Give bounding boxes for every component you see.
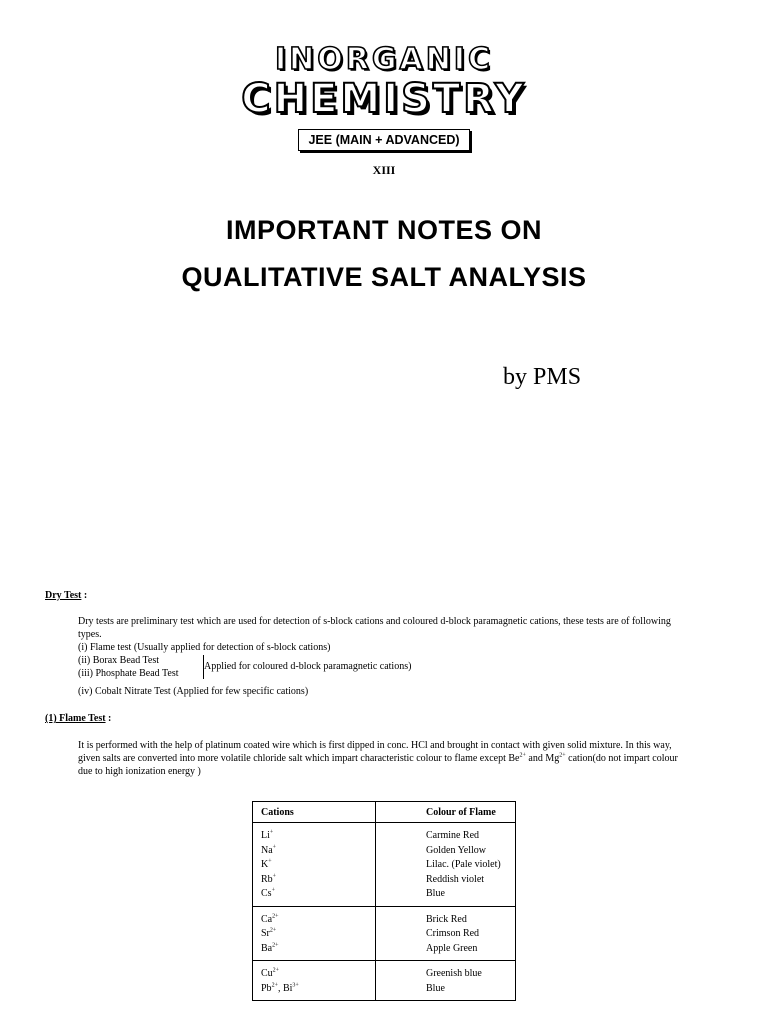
dry-test-intro-line-1: Dry tests are preliminary test which are used for detection of s-block cations and coloured d-block paramagnetic cations, these tests are of following [78, 616, 671, 627]
volume-number: XIII [372, 163, 396, 177]
flame-para-line-3: due to high ionization energy ) [78, 766, 201, 777]
cations-cell: $Cu^{2+}$ $Pb^{2+}$, $Bi^{3+}$ [253, 961, 376, 1001]
colour-cell: Carmine Red Golden Yellow Lilac. (Pale violet) Reddish violet Blue [376, 823, 516, 907]
brace-note: Applied for coloured d-block paramagnetic cations) [204, 661, 412, 672]
dry-test-intro [78, 615, 738, 641]
table-row-group-2 [253, 906, 516, 961]
dry-test-intro-line-2: types. [78, 629, 102, 640]
header-cations: Cations [253, 802, 376, 823]
table-header-row [253, 802, 516, 823]
table-row-group-1 [253, 823, 516, 907]
header-colour: Colour of Flame [376, 802, 516, 823]
flame-para-line-2: given salts are converted into more volatile chloride salt which impart characteristic colour to flame except $Be^{2+}$ and $Mg^{2+}$ cation(do not impart colour [78, 752, 678, 764]
dry-test-item-4: (iv) Cobalt Nitrate Test (Applied for few specific cations) [78, 686, 309, 697]
dry-test-heading-row: Dry Test : [45, 590, 88, 601]
flame-test-heading: (1) Flame Test [45, 713, 106, 724]
author: by PMS [503, 364, 582, 390]
colour-cell: Greenish blue Blue [376, 961, 516, 1001]
flame-test-heading-row: (1) Flame Test : [45, 713, 112, 724]
title-line-1: IMPORTANT NOTES ON [226, 215, 542, 245]
colour-cell: Brick Red Crimson Red Apple Green [376, 906, 516, 961]
dry-test-item-2: (ii) Borax Bead Test [78, 655, 160, 666]
flame-colour-table [252, 801, 516, 1001]
table-row-group-3 [253, 961, 516, 1001]
dry-test-item-1: (i) Flame test (Usually applied for detection of s-block cations) [78, 642, 331, 653]
cations-cell: $Ca^{2+}$ $Sr^{2+}$ $Ba^{2+}$ [253, 906, 376, 961]
cations-cell: Li+ Na+ K+ Rb+ Cs+ [253, 823, 376, 907]
brand-line-2: CHEMISTRY [241, 76, 527, 122]
flame-para-line-1: It is performed with the help of platinum coated wire which is first dipped in conc. HCl and brought in contact with given solid mixture. In this way, [78, 740, 672, 751]
exam-badge: JEE (MAIN + ADVANCED) [298, 129, 470, 151]
dry-test-heading: Dry Test [45, 590, 82, 601]
title-line-2: QUALITATIVE SALT ANALYSIS [181, 262, 587, 292]
flame-test-paragraph [78, 739, 738, 778]
dry-test-item-3: (iii) Phosphate Bead Test [78, 668, 179, 679]
brand-line-1: INORGANIC [274, 42, 493, 77]
